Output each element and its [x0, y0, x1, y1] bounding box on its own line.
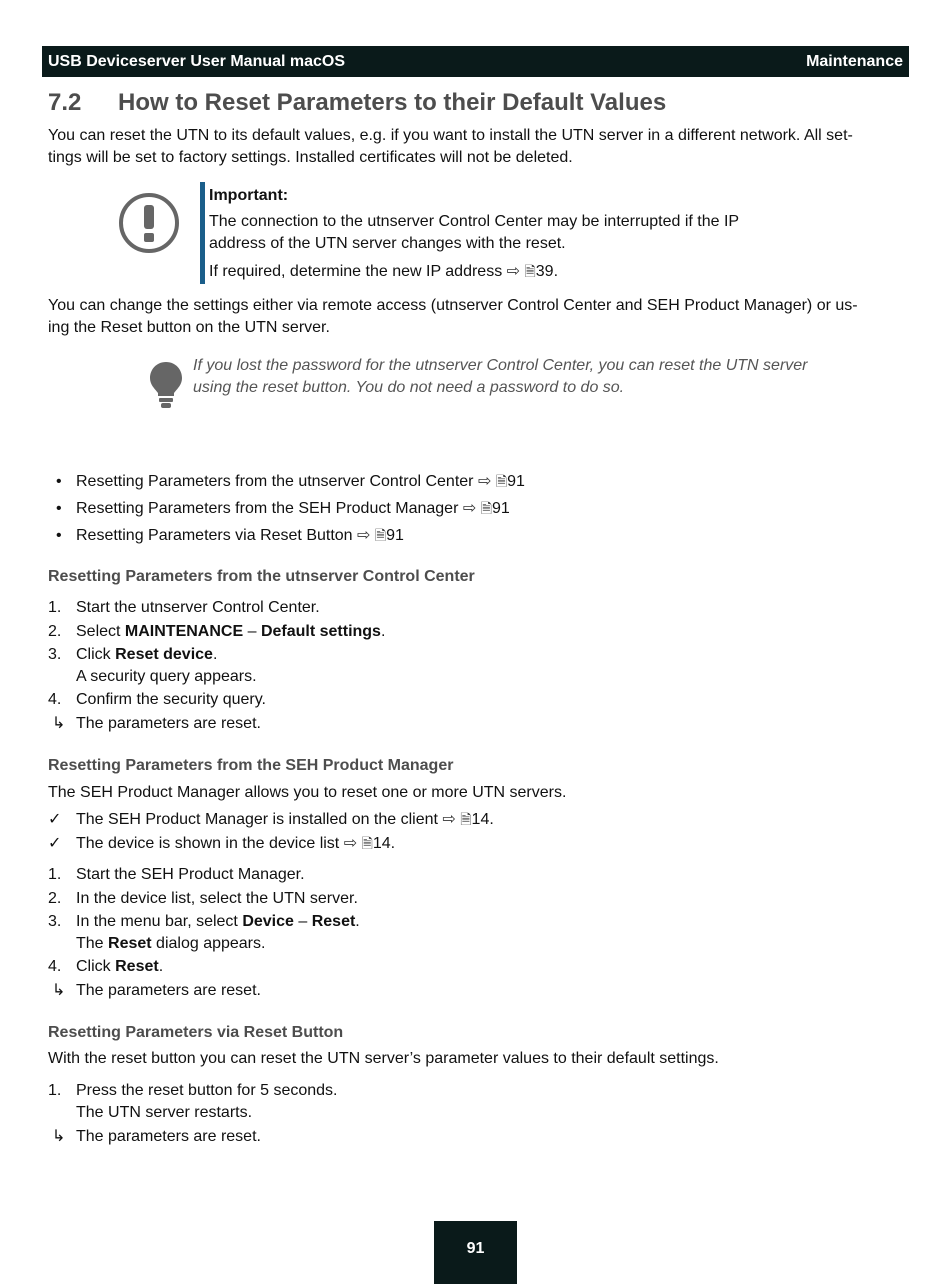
step-number: 4. — [48, 958, 62, 975]
important-text: If required, determine the new IP address — [209, 263, 503, 280]
lightbulb-icon — [148, 360, 184, 410]
running-header — [42, 46, 909, 77]
change-paragraph — [48, 295, 910, 339]
step — [48, 911, 360, 933]
page-icon: 🗎 — [374, 527, 387, 543]
important-line — [209, 260, 558, 283]
toc-item[interactable] — [48, 497, 510, 520]
step-number: 4. — [48, 691, 62, 708]
step-text: Select — [76, 623, 125, 640]
page-icon: 🗎 — [361, 835, 373, 851]
requirement — [48, 832, 395, 855]
step-number: 1. — [48, 866, 62, 883]
step-text: In the menu bar, select — [76, 913, 243, 930]
important-line: The connection to the utnserver Control Center may be interrupted if the IP — [209, 213, 740, 230]
step-text: Start the utnserver Control Center. — [76, 599, 320, 616]
step-text: In the device list, select the UTN server. — [76, 890, 358, 907]
result-text: The parameters are reset. — [76, 982, 261, 999]
step-number: 3. — [48, 913, 62, 930]
toc-link-text[interactable]: Resetting Parameters via Reset Button — [76, 527, 353, 544]
bullet: • — [56, 473, 62, 490]
requirement — [48, 808, 494, 831]
arrow-right-icon: ⇨ — [477, 473, 492, 490]
page-icon: 🗎 — [480, 500, 492, 516]
step-text: dialog appears. — [151, 935, 266, 952]
step-text: Confirm the security query. — [76, 691, 266, 708]
bullet: • — [56, 527, 62, 544]
step-text: . — [158, 958, 164, 975]
step-text: – — [243, 623, 261, 640]
step — [48, 1080, 337, 1102]
page-number: 14. — [471, 811, 494, 828]
step-number: 2. — [48, 890, 62, 907]
check-icon: ✓ — [48, 811, 62, 828]
arrow-right-icon: ⇨ — [343, 835, 358, 852]
step — [48, 621, 385, 643]
important-accent-bar — [200, 182, 205, 284]
step-result — [48, 713, 261, 735]
ui-term: Reset — [108, 935, 152, 952]
step-text: – — [293, 913, 312, 930]
requirement-text: The SEH Product Manager is installed on the client — [76, 811, 438, 828]
intro-paragraph — [48, 125, 910, 169]
subsection-intro: With the reset button you can reset the UTN server’s parameter values to their default settings. — [48, 1050, 719, 1067]
manual-title: USB Deviceserver User Manual macOS — [48, 53, 346, 70]
ui-term: Device — [242, 913, 294, 930]
chapter-name: Maintenance — [806, 53, 903, 70]
step-continuation: The UTN server restarts. — [76, 1104, 253, 1121]
intro-line: tings will be set to factory settings. Installed certificates will not be deleted. — [48, 149, 573, 166]
step-result — [48, 980, 261, 1002]
change-line: ing the Reset button on the UTN server. — [48, 319, 330, 336]
arrow-right-icon: ⇨ — [442, 811, 456, 828]
subsection-heading: Resetting Parameters via Reset Button — [48, 1024, 344, 1041]
page-number-badge: 91 — [434, 1221, 517, 1284]
step-number: 1. — [48, 1082, 62, 1099]
change-line: You can change the settings either via remote access (utnserver Control Center and SEH Product Manager) or us- — [48, 297, 858, 314]
step — [48, 689, 266, 711]
page-icon: 🗎 — [495, 473, 508, 489]
arrow-right-icon: ⇨ — [506, 263, 521, 280]
arrow-right-icon: ⇨ — [357, 527, 371, 544]
requirement-text: The device is shown in the device list — [76, 835, 340, 852]
ui-term: Reset device — [115, 646, 213, 663]
page-number: 14. — [372, 835, 396, 852]
ui-term: Reset — [311, 913, 356, 930]
step-text: Click — [76, 646, 116, 663]
page-reference[interactable] — [507, 263, 558, 280]
section-heading: How to Reset Parameters to their Default Values — [118, 89, 667, 116]
step — [48, 956, 163, 978]
ui-term: Default settings — [260, 623, 381, 640]
intro-line: You can reset the UTN to its default values, e.g. if you want to install the UTN server in a different network. All set- — [48, 127, 853, 144]
subsection-intro: The SEH Product Manager allows you to reset one or more UTN servers. — [48, 784, 567, 801]
step-continuation: A security query appears. — [76, 668, 257, 685]
step-text: Press the reset button for 5 seconds. — [76, 1082, 338, 1099]
toc-link-text[interactable]: Resetting Parameters from the SEH Product Manager — [76, 500, 459, 517]
tip-line: If you lost the password for the utnserver Control Center, you can reset the UTN server — [193, 357, 808, 374]
step-text: . — [355, 913, 360, 930]
result-text: The parameters are reset. — [76, 1128, 261, 1145]
tip-text — [193, 355, 843, 399]
step — [48, 597, 320, 619]
step — [48, 644, 217, 666]
page-icon: 🗎 — [524, 263, 536, 279]
ui-term: Reset — [115, 958, 159, 975]
step-text: Click — [76, 958, 116, 975]
important-line: address of the UTN server changes with the reset. — [209, 235, 566, 252]
result-arrow-icon: ↳ — [52, 1128, 66, 1145]
page-number: 91 — [507, 473, 525, 490]
step-text: . — [380, 623, 386, 640]
exclamation-circle-icon — [118, 192, 180, 254]
step — [48, 864, 305, 886]
step-number: 2. — [48, 623, 62, 640]
toc-item[interactable] — [48, 524, 404, 547]
section-title — [48, 88, 666, 118]
step-result — [48, 1126, 261, 1148]
step-text: Start the SEH Product Manager. — [76, 866, 305, 883]
page-number: 91 — [491, 500, 510, 517]
step-text: The — [76, 935, 109, 952]
check-icon: ✓ — [48, 835, 62, 852]
page-number: 39. — [535, 263, 559, 280]
important-title: Important: — [209, 187, 289, 204]
result-text: The parameters are reset. — [76, 715, 261, 732]
result-arrow-icon: ↳ — [52, 982, 66, 999]
page-reference[interactable] — [344, 835, 395, 852]
toc-item[interactable] — [48, 470, 525, 493]
arrow-right-icon: ⇨ — [462, 500, 477, 517]
step-text: . — [212, 646, 218, 663]
result-arrow-icon: ↳ — [52, 715, 66, 732]
step-number: 1. — [48, 599, 62, 616]
tip-line: using the reset button. You do not need a password to do so. — [193, 379, 625, 396]
subsection-heading: Resetting Parameters from the utnserver Control Center — [48, 568, 475, 585]
step-number: 3. — [48, 646, 62, 663]
page-icon: 🗎 — [460, 811, 472, 827]
page-reference[interactable] — [442, 811, 493, 828]
page-number: 91 — [386, 527, 404, 544]
bullet: • — [56, 500, 62, 517]
step — [48, 888, 358, 910]
ui-term: MAINTENANCE — [124, 623, 244, 640]
subsection-heading: Resetting Parameters from the SEH Product Manager — [48, 757, 454, 774]
step-continuation — [76, 933, 265, 955]
toc-link-text[interactable]: Resetting Parameters from the utnserver Control Center — [76, 473, 474, 490]
section-number: 7.2 — [48, 89, 82, 116]
